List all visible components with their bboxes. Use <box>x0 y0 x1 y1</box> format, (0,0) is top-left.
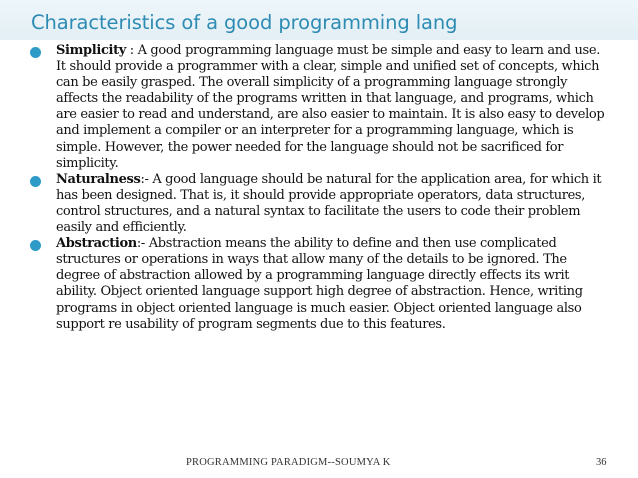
bullet-icon <box>30 176 41 187</box>
bullet-icon <box>30 240 41 251</box>
bullet-term: Naturalness <box>56 171 141 187</box>
footer-text: PROGRAMMING PARADIGM--SOUMYA K <box>186 457 391 468</box>
bullet-naturalness <box>30 172 606 236</box>
bullet-term: Simplicity <box>56 43 126 58</box>
bullet-simplicity <box>30 43 606 172</box>
bullet-text: : A good programming language must be simple and easy to learn and use. It should provide a programmer with a clear, simple and unified set of concepts, which can be easily grasped. The overall simplicity of a programming language strongly affects the readability of the programs written in that language, and programs, which are easier to read and understand, are also easier to maintain. It is also easy to develop and implement a compiler or an interpreter for a programming language, which is simple. However, the power needed for the language should not be sacrificed for simplicity. <box>56 43 605 171</box>
page-number: 36 <box>596 457 607 468</box>
bullet-term: Abstraction <box>56 236 137 252</box>
bullet-text: :- Abstraction means the ability to define and then use complicated structures or operations in ways that allow many of the details to be ignored. The degree of abstraction allowed by a programming language directly effects its writ ability. Object oriented language support high degree of abstraction. Hence, writing programs in object oriented language is much easier. Object oriented language also support re usability of program segments due to this features. <box>56 236 583 332</box>
slide-title: Characteristics of a good programming lang <box>31 11 458 34</box>
slide-body <box>30 43 606 333</box>
bullet-text: :- A good language should be natural for the application area, for which it has been designed. That is, it should provide appropriate operators, data structures, control structures, and a natural syntax to facilitate the users to code their problem easily and efficiently. <box>56 171 602 236</box>
bullet-abstraction <box>30 236 606 333</box>
bullet-icon <box>30 47 41 58</box>
